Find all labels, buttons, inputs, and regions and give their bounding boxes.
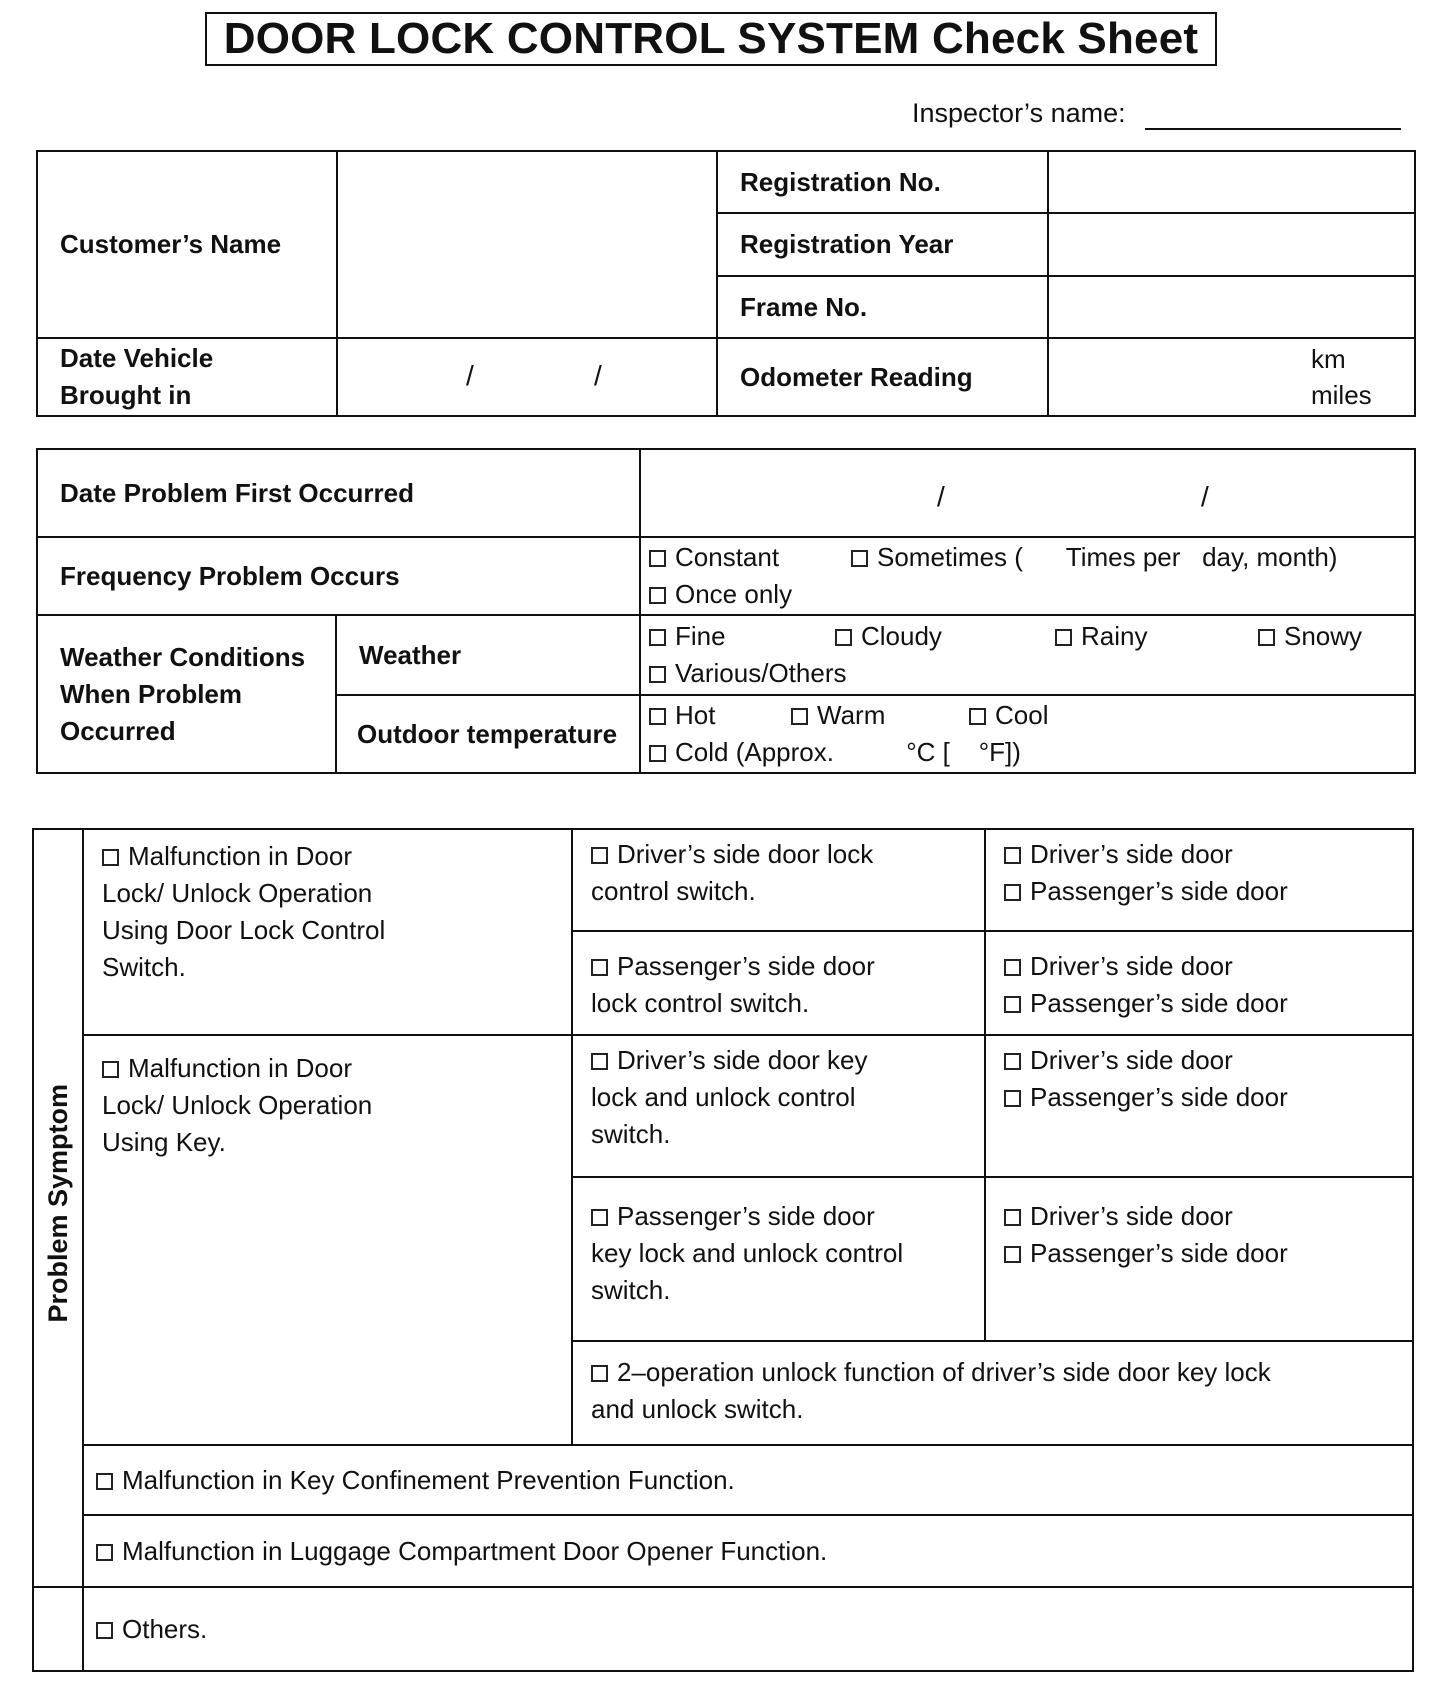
frame-no-field[interactable]: [1048, 276, 1415, 338]
odometer-label: Odometer Reading: [717, 338, 1048, 416]
option-warm[interactable]: Warm: [791, 697, 969, 734]
checkbox-icon: [1004, 1209, 1021, 1226]
checkbox-icon[interactable]: [102, 1061, 119, 1078]
option-passenger-door[interactable]: Passenger’s side door: [1004, 1079, 1394, 1116]
weather-group-line1: Weather Conditions: [60, 641, 306, 672]
checkbox-icon: [649, 666, 666, 683]
option-once-only[interactable]: Once only: [649, 576, 792, 613]
option-driver-door[interactable]: Driver’s side door: [1004, 836, 1394, 873]
option-various-others[interactable]: Various/Others: [649, 655, 846, 692]
option-cloudy[interactable]: Cloudy: [835, 618, 1055, 655]
checkbox-icon[interactable]: [591, 1053, 608, 1070]
conditions-table: [36, 448, 1416, 774]
vehicle-info-table: [36, 150, 1416, 417]
option-constant[interactable]: Constant: [649, 539, 851, 576]
checkbox-icon: [969, 708, 986, 725]
driver-lock-switch: Driver’s side door lock control switch.: [572, 829, 985, 931]
checkbox-icon[interactable]: [591, 1365, 608, 1382]
outdoor-temperature-label: Outdoor temperature: [336, 695, 640, 773]
driver-key-switch: Driver’s side door key lock and unlock control switch.: [572, 1035, 985, 1177]
door-choice: [985, 829, 1413, 931]
date-vehicle-field[interactable]: [337, 338, 717, 416]
date-first-occurred-field[interactable]: [640, 449, 1415, 537]
passenger-key-switch: Passenger’s side door key lock and unlock control switch.: [572, 1177, 985, 1341]
door-choice: [985, 1177, 1413, 1341]
checkbox-icon: [649, 629, 666, 646]
checkbox-icon: [1004, 1246, 1021, 1263]
registration-no-label: Registration No.: [717, 151, 1048, 213]
unit-miles: miles: [1311, 380, 1372, 410]
unit-km: km: [1311, 344, 1346, 374]
option-rainy[interactable]: Rainy: [1055, 618, 1258, 655]
weather-group-line3: Occurred: [60, 715, 176, 746]
checkbox-icon: [1004, 1090, 1021, 1107]
frequency-label: Frequency Problem Occurs: [37, 537, 640, 615]
option-driver-door[interactable]: Driver’s side door: [1004, 1198, 1394, 1235]
checkbox-icon[interactable]: [591, 847, 608, 864]
date-first-occurred-label: Date Problem First Occurred: [37, 449, 640, 537]
others-row: Others.: [83, 1587, 1413, 1671]
option-cold[interactable]: Cold (Approx. °C [ °F]): [649, 734, 1021, 771]
checkbox-icon: [1004, 1053, 1021, 1070]
checkbox-icon: [1004, 884, 1021, 901]
option-hot[interactable]: Hot: [649, 697, 791, 734]
weather-label: Weather: [336, 615, 640, 695]
key-confinement-row: Malfunction in Key Confinement Prevention Function.: [83, 1445, 1413, 1515]
checkbox-icon: [649, 550, 666, 567]
customer-name-label: Customer’s Name: [37, 151, 337, 338]
option-passenger-door[interactable]: Passenger’s side door: [1004, 1235, 1394, 1272]
date-separator: /: [1201, 481, 1209, 512]
option-snowy[interactable]: Snowy: [1258, 618, 1362, 655]
checkbox-icon: [1004, 959, 1021, 976]
checkbox-icon: [835, 629, 852, 646]
checkbox-icon: [649, 708, 666, 725]
option-fine[interactable]: Fine: [649, 618, 835, 655]
weather-options: [640, 615, 1415, 695]
frame-no-label: Frame No.: [717, 276, 1048, 338]
checkbox-icon: [1258, 629, 1275, 646]
date-separator: /: [594, 360, 602, 391]
option-passenger-door[interactable]: Passenger’s side door: [1004, 873, 1394, 910]
passenger-lock-switch: Passenger’s side door lock control switch.: [572, 931, 985, 1035]
checkbox-icon[interactable]: [96, 1544, 113, 1561]
frequency-options: [640, 537, 1415, 615]
problem-symptom-side-extension: [33, 1587, 83, 1671]
checkbox-icon[interactable]: [96, 1473, 113, 1490]
door-choice: [985, 931, 1413, 1035]
option-cool[interactable]: Cool: [969, 697, 1048, 734]
checkbox-icon[interactable]: [591, 959, 608, 976]
date-separator: /: [466, 360, 474, 391]
registration-year-label: Registration Year: [717, 213, 1048, 276]
checkbox-icon: [649, 587, 666, 604]
checkbox-icon: [791, 708, 808, 725]
option-passenger-door[interactable]: Passenger’s side door: [1004, 985, 1394, 1022]
problem-symptom-side: [33, 829, 83, 1587]
option-driver-door[interactable]: Driver’s side door: [1004, 1042, 1394, 1079]
door-choice: [985, 1035, 1413, 1177]
date-vehicle-line1: Date Vehicle: [60, 343, 214, 373]
page-title: DOOR LOCK CONTROL SYSTEM Check Sheet: [205, 12, 1217, 66]
problem-symptom-table: [32, 828, 1414, 1672]
checkbox-icon: [851, 550, 868, 567]
weather-group-line2: When Problem: [60, 678, 243, 709]
temperature-options: [640, 695, 1415, 773]
checkbox-icon[interactable]: [102, 849, 119, 866]
luggage-opener-row: Malfunction in Luggage Compartment Door Opener Function.: [83, 1515, 1413, 1587]
checkbox-icon: [1055, 629, 1072, 646]
inspector-label: Inspector’s name:: [912, 98, 1126, 128]
key-operation-malfunction: Malfunction in Door Lock/ Unlock Operation Using Key.: [83, 1035, 572, 1445]
door-lock-switch-malfunction: Malfunction in Door Lock/ Unlock Operation Using Door Lock Control Switch.: [83, 829, 572, 1035]
option-driver-door[interactable]: Driver’s side door: [1004, 948, 1394, 985]
checkbox-icon: [1004, 996, 1021, 1013]
date-vehicle-line2: Brought in: [60, 380, 192, 410]
date-vehicle-label: [37, 338, 337, 416]
customer-name-field[interactable]: [337, 151, 717, 338]
inspector-name-field[interactable]: [1145, 128, 1401, 130]
weather-conditions-label: [37, 615, 336, 773]
checkbox-icon[interactable]: [96, 1622, 113, 1639]
option-sometimes[interactable]: Sometimes ( Times per day, month): [851, 539, 1337, 576]
checkbox-icon[interactable]: [591, 1209, 608, 1226]
problem-symptom-label: Problem Symptom: [42, 1083, 73, 1323]
registration-no-field[interactable]: [1048, 151, 1415, 213]
checkbox-icon: [1004, 847, 1021, 864]
date-separator: /: [937, 481, 945, 512]
checkbox-icon: [649, 745, 666, 762]
registration-year-field[interactable]: [1048, 213, 1415, 276]
odometer-field[interactable]: [1048, 338, 1415, 416]
two-operation-unlock: 2–operation unlock function of driver’s side door key lock and unlock switch.: [572, 1341, 1413, 1445]
